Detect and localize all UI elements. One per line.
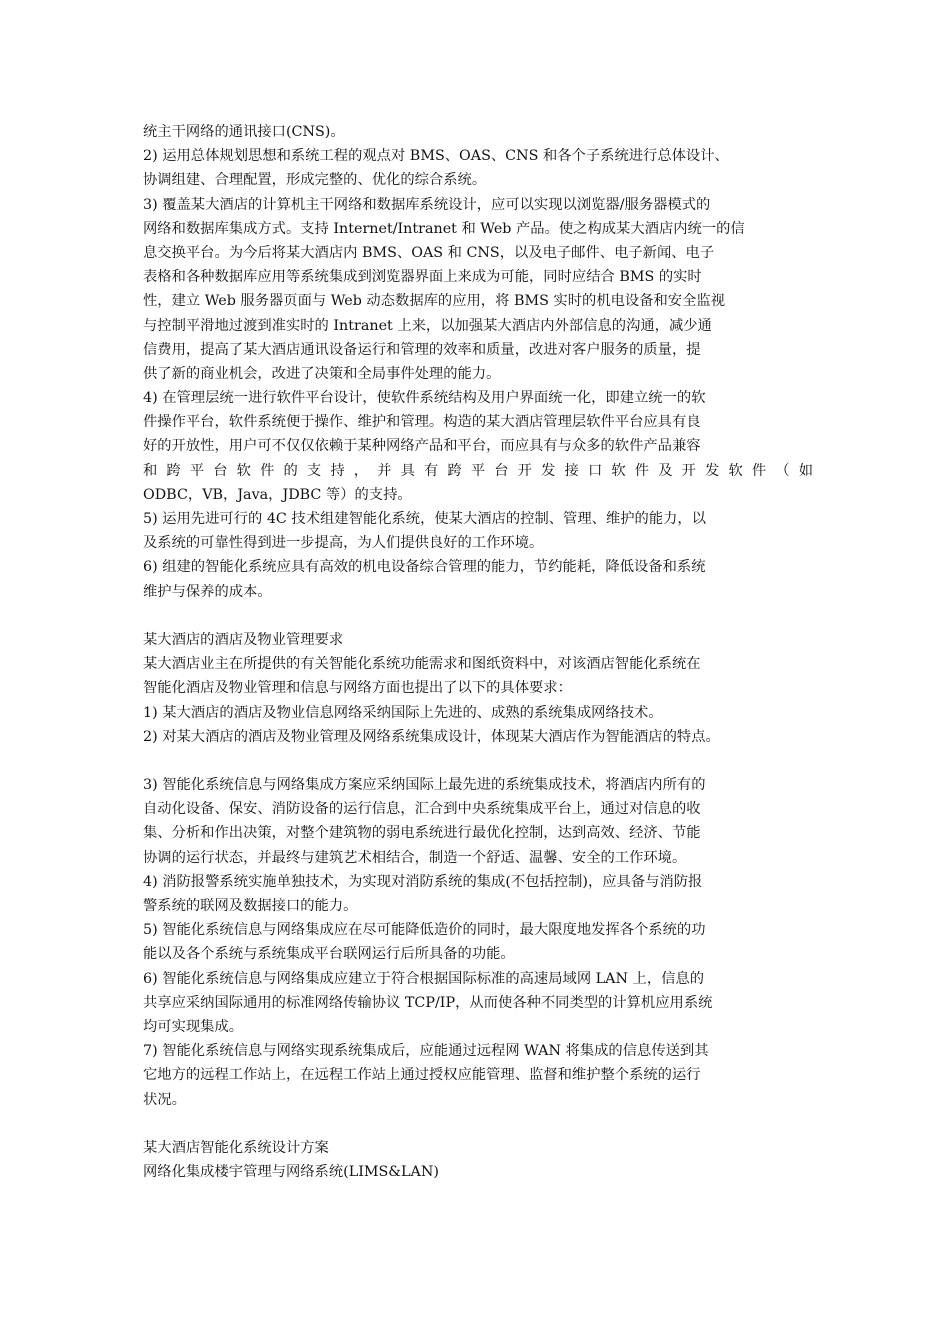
text-line: 统主干网络的通讯接口(CNS)。 [143, 124, 345, 140]
text-line: 与控制平滑地过渡到准实时的 Intranet 上来，以加强某大酒店内外部信息的沟通，减少通 [143, 317, 712, 334]
text-line: 1) 某大酒店的酒店及物业信息网络采纳国际上先进的、成熟的系统集成网络技术。 [143, 704, 663, 721]
document-body [143, 120, 813, 1184]
text-line: 性，建立 Web 服务器页面与 Web 动态数据库的应用，将 BMS 实时的机电设备和安全监视 [143, 293, 725, 310]
text-line: 均可实现集成。 [143, 1018, 244, 1035]
text-line: 供了新的商业机会，改进了决策和全局事件处理的能力。 [143, 365, 501, 382]
text-line: 3) 覆盖某大酒店的计算机主干网络和数据库系统设计，应可以实现以浏览器/服务器模式的 [143, 196, 711, 213]
text-line: 4) 在管理层统一进行软件平台设计，使软件系统结构及用户界面统一化，即建立统一的软 [143, 390, 706, 407]
text-line: 某大酒店智能化系统设计方案 [143, 1139, 329, 1156]
text-line: 和跨平台软件的支持，并具有跨平台开发接口软件及开发软件（如 [143, 462, 813, 479]
text-line: 警系统的联网及数据接口的能力。 [143, 898, 358, 914]
text-line: 2) 对某大酒店的酒店及物业管理及网络系统集成设计，体现某大酒店作为智能酒店的特点。 [143, 728, 720, 745]
blank-line [143, 604, 813, 628]
text-line: 5) 智能化系统信息与网络集成应在尽可能降低造价的同时，最大限度地发挥各个系统的功 [143, 922, 706, 939]
text-line: 自动化设备、保安、消防设备的运行信息，汇合到中央系统集成平台上，通过对信息的收 [143, 801, 701, 818]
text-line: 3) 智能化系统信息与网络集成方案应采纳国际上最先进的系统集成技术，将酒店内所有的 [143, 777, 706, 794]
text-line: 能以及各个系统与系统集成平台联网运行后所具备的功能。 [143, 946, 515, 963]
text-line: 协调的运行状态，并最终与建筑艺术相结合，制造一个舒适、温馨、安全的工作环境。 [143, 849, 687, 866]
text-line: 信费用，提高了某大酒店通讯设备运行和管理的效率和质量，改进对客户服务的质量，提 [143, 341, 701, 358]
text-line: 网络和数据库集成方式。支持 Internet/Intranet 和 Web 产品。使之构成某大酒店内统一的信 [143, 220, 745, 237]
text-line: 6) 智能化系统信息与网络集成应建立于符合根据国际标准的高速局域网 LAN 上，信息的 [143, 970, 705, 987]
text-line: 协调组建、合理配置，形成完整的、优化的综合系统。 [143, 172, 487, 189]
text-line: 某大酒店业主在所提供的有关智能化系统功能需求和图纸资料中，对该酒店智能化系统在 [143, 656, 701, 673]
blank-line [143, 1112, 813, 1136]
text-line: 集、分析和作出决策，对整个建筑物的弱电系统进行最优化控制，达到高效、经济、节能 [143, 825, 701, 842]
text-line: 共享应采纳国际通用的标准网络传输协议 TCP/IP，从而使各种不同类型的计算机应用系统 [143, 994, 713, 1011]
blank-line [143, 749, 813, 773]
text-line: 它地方的远程工作站上，在远程工作站上通过授权应能管理、监督和维护整个系统的运行 [143, 1067, 701, 1084]
text-line: 6) 组建的智能化系统应具有高效的机电设备综合管理的能力，节约能耗，降低设备和系统 [143, 559, 706, 576]
text-line: 表格和各种数据库应用等系统集成到浏览器界面上来成为可能，同时应结合 BMS 的实时 [143, 269, 702, 286]
text-line: 件操作平台，软件系统便于操作、维护和管理。构造的某大酒店管理层软件平台应具有良 [143, 414, 701, 431]
text-line: 状况。 [143, 1091, 186, 1108]
text-line: 好的开放性，用户可不仅仅依赖于某种网络产品和平台，而应具有与众多的软件产品兼容 [143, 438, 701, 455]
text-line: 网络化集成楼宇管理与网络系统(LIMS&LAN) [143, 1164, 439, 1181]
text-line: 5) 运用先进可行的 4C 技术组建智能化系统，使某大酒店的控制、管理、维护的能力，以 [143, 511, 707, 527]
text-line: 智能化酒店及物业管理和信息与网络方面也提出了以下的具体要求： [143, 680, 572, 697]
text-line: 7) 智能化系统信息与网络实现系统集成后，应能通过远程网 WAN 将集成的信息传送到其 [143, 1043, 709, 1060]
text-line: 及系统的可靠性得到进一步提高，为人们提供良好的工作环境。 [143, 535, 544, 552]
text-line: 4) 消防报警系统实施单独技术，为实现对消防系统的集成(不包括控制)，应具备与消防报 [143, 873, 703, 890]
text-line: 维护与保养的成本。 [143, 583, 272, 600]
text-line: ODBC，VB，Java，JDBC 等）的支持。 [143, 486, 412, 503]
text-line: 某大酒店的酒店及物业管理要求 [143, 631, 344, 648]
text-line: 2) 运用总体规划思想和系统工程的观点对 BMS、OAS、CNS 和各个子系统进行总体设计、 [143, 148, 729, 165]
text-line: 息交换平台。为今后将某大酒店内 BMS、OAS 和 CNS，以及电子邮件、电子新闻、电子 [143, 244, 715, 261]
